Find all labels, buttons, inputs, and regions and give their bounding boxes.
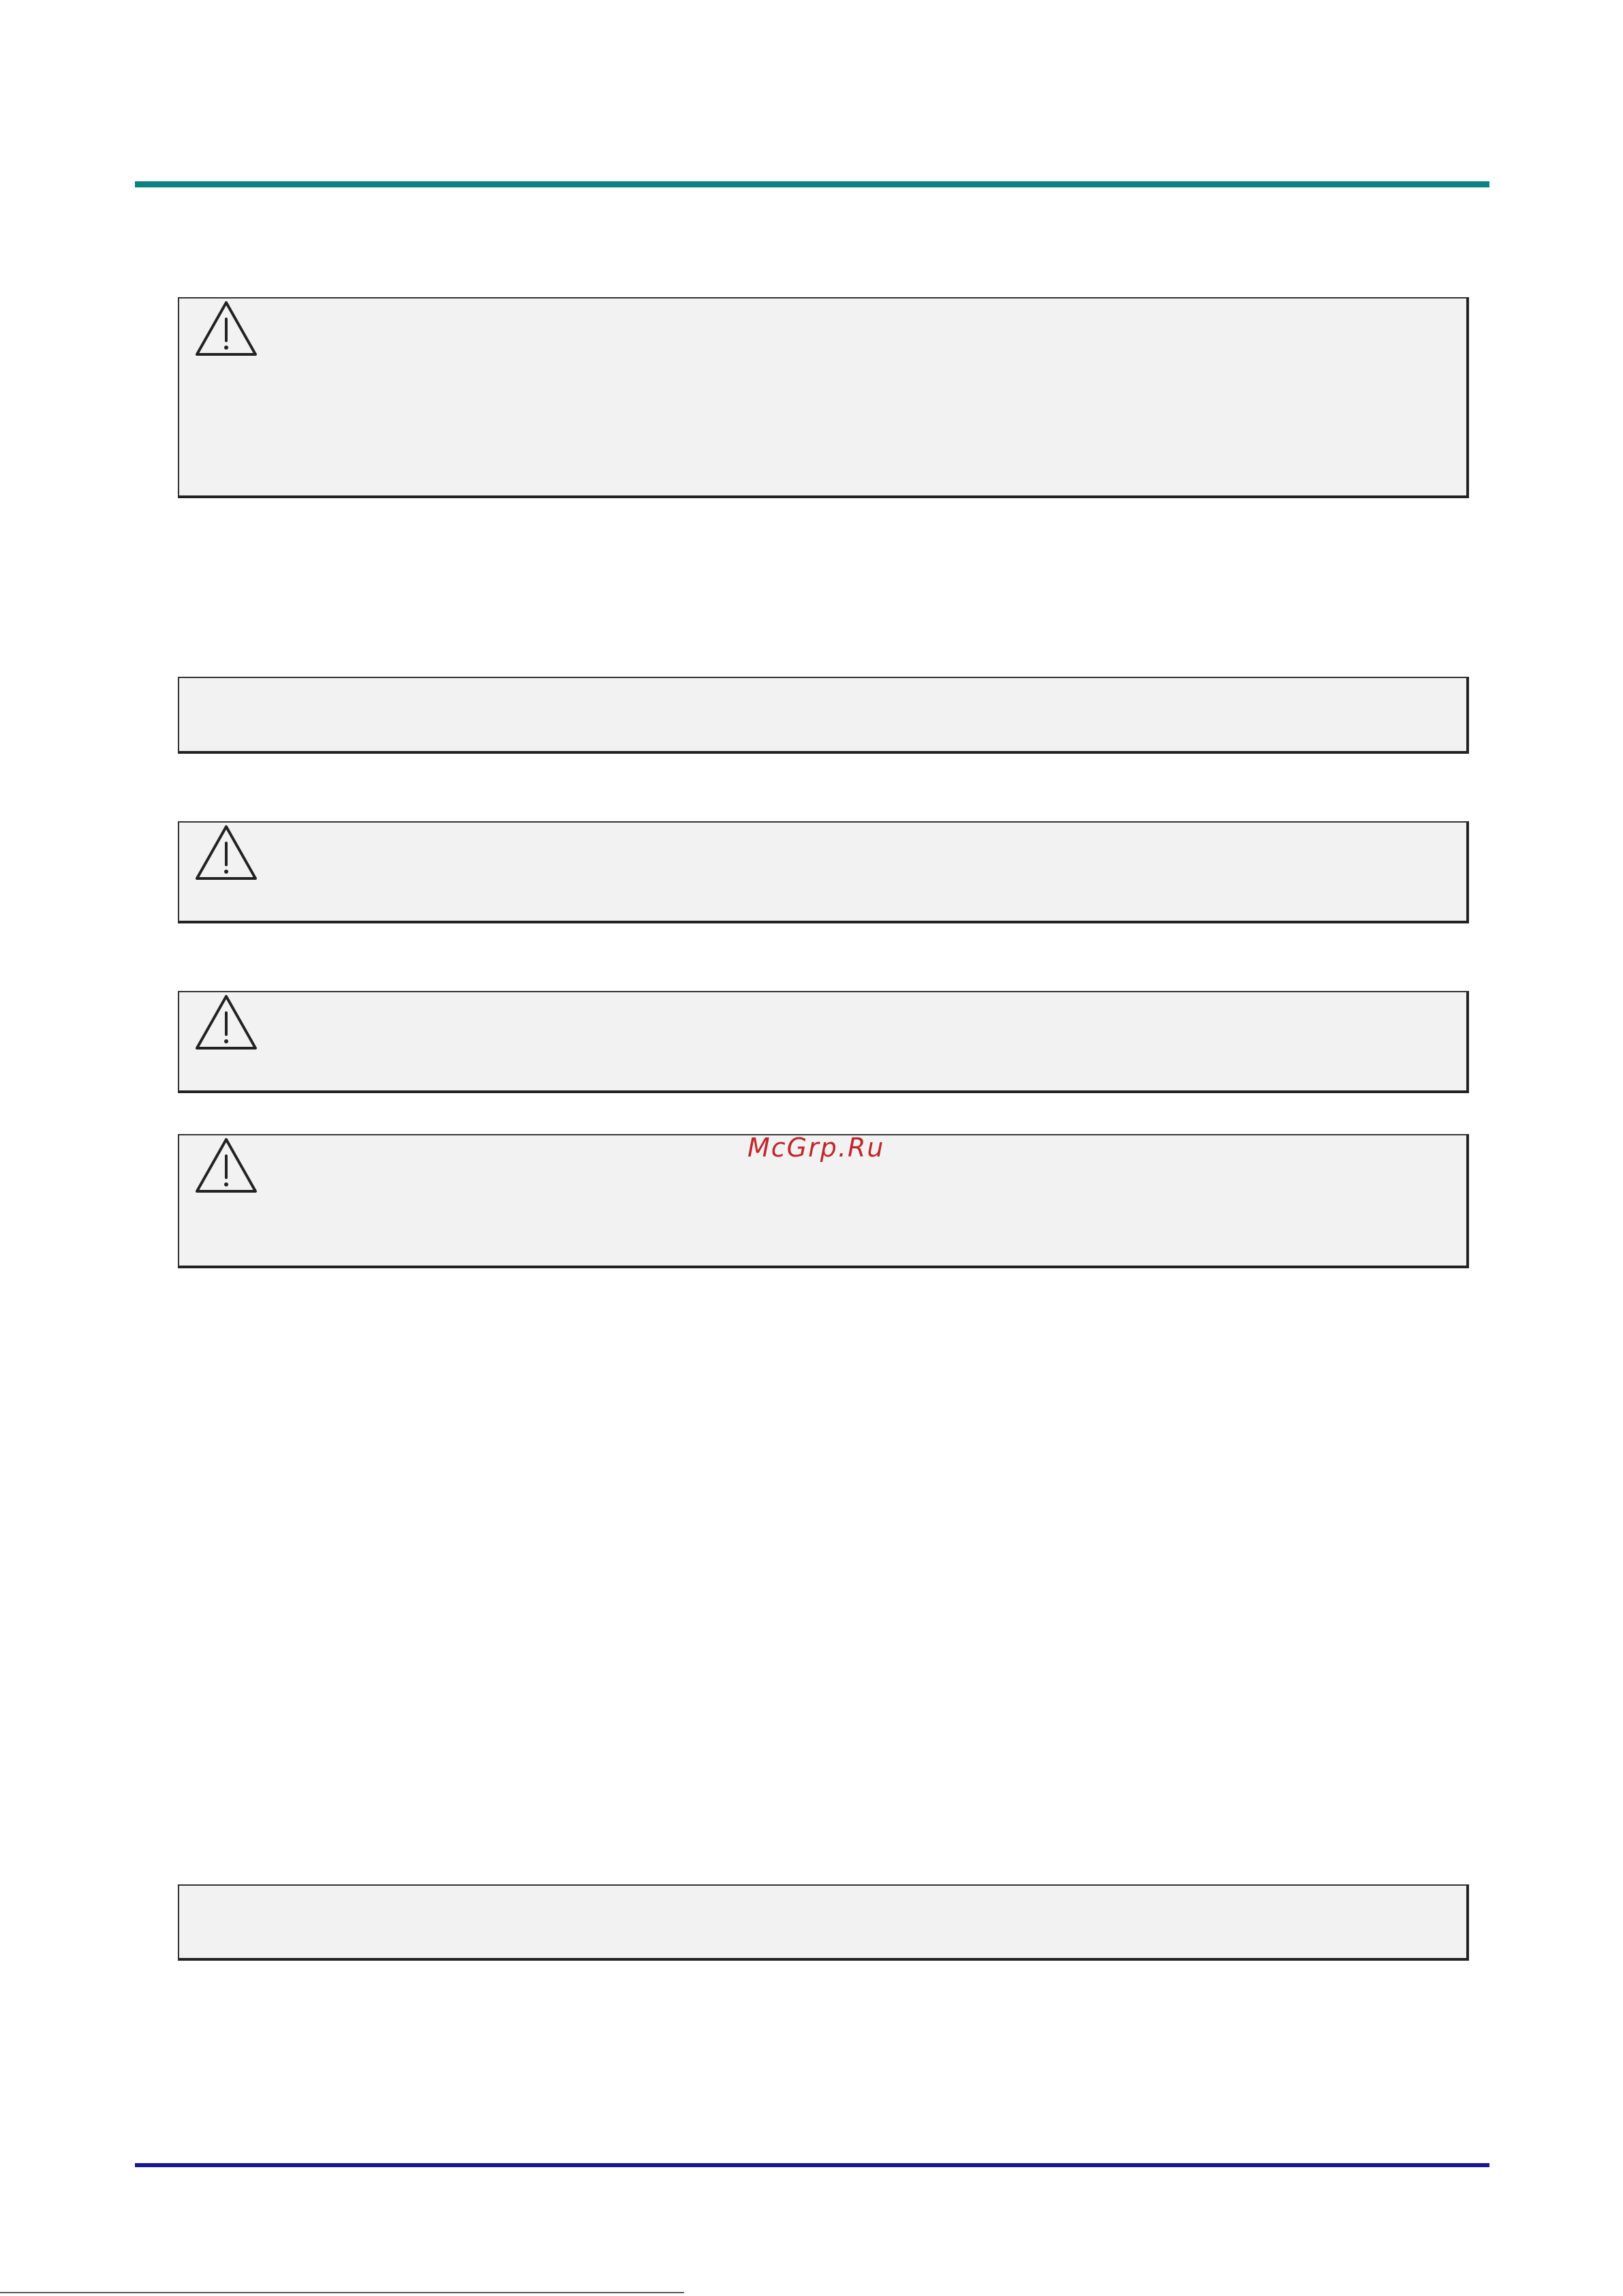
note-box-1 xyxy=(178,677,1469,754)
watermark-text: McGrp.Ru xyxy=(747,1133,885,1163)
note-box-2 xyxy=(178,1884,1469,1961)
warning-triangle-icon xyxy=(194,824,258,881)
warning-box-3 xyxy=(178,991,1469,1093)
warning-triangle-icon xyxy=(194,1137,258,1194)
page-edge-line xyxy=(0,2292,684,2293)
footer-rule xyxy=(135,2163,1489,2167)
warning-box-1 xyxy=(178,297,1469,498)
warning-triangle-icon xyxy=(194,300,258,357)
header-rule xyxy=(135,181,1489,187)
warning-box-2 xyxy=(178,821,1469,923)
warning-triangle-icon xyxy=(194,994,258,1051)
